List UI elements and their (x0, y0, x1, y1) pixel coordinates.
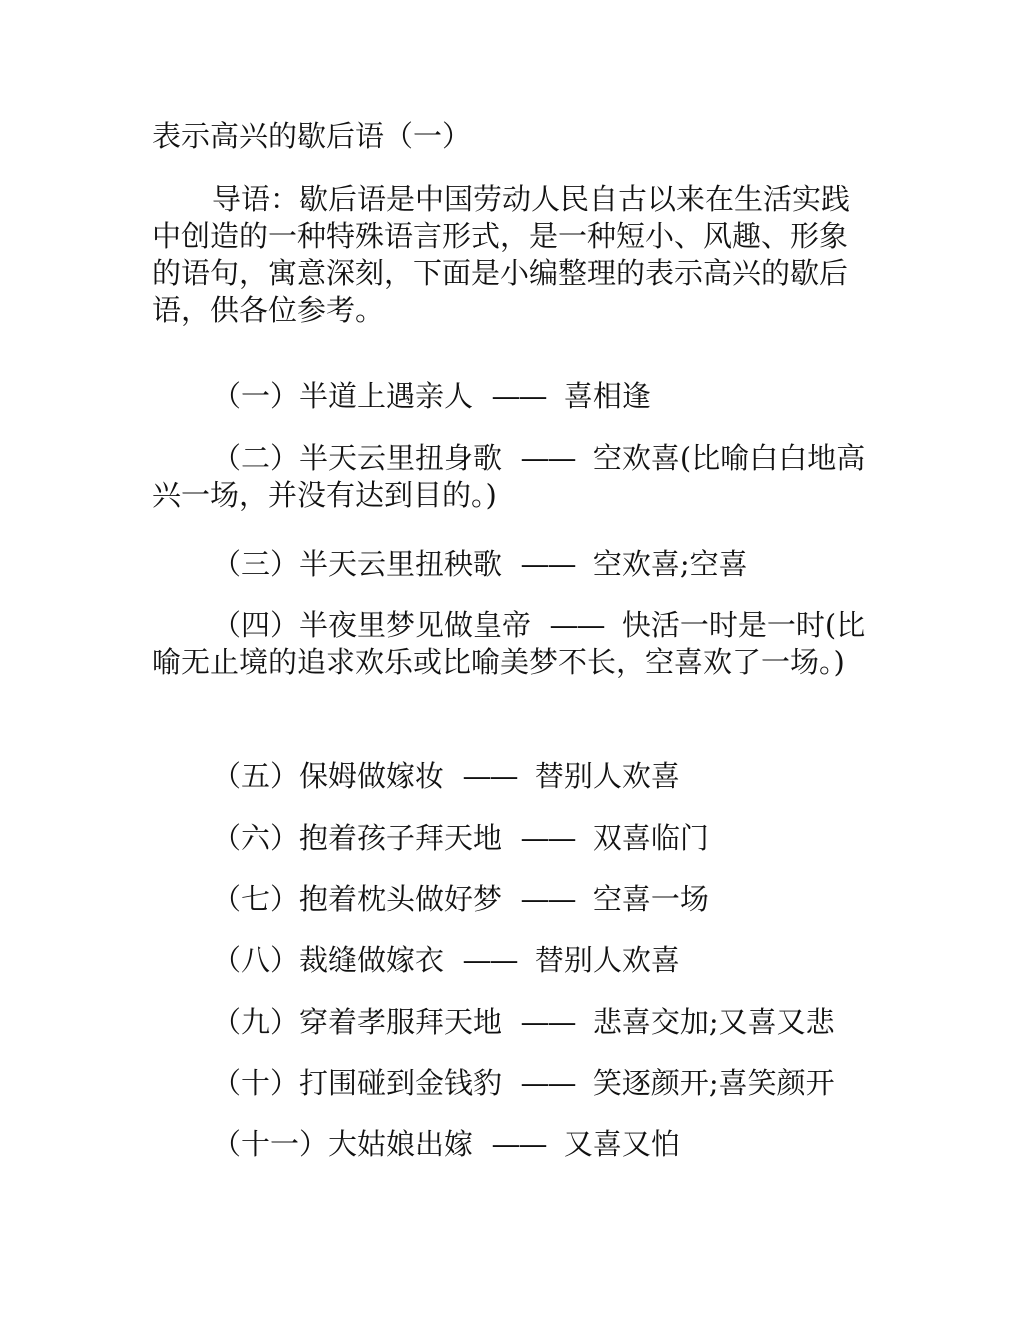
list-item (152, 607, 872, 681)
list-item (152, 1004, 872, 1041)
item-label: （四）半夜里梦见做皇帝 (212, 608, 532, 642)
item-separator: —— (520, 821, 575, 855)
item-label: （七）抱着枕头做好梦 (212, 882, 503, 916)
item-answer: 替别人欢喜 (534, 943, 680, 977)
item-separator: —— (549, 608, 604, 642)
list-item (152, 546, 872, 583)
list-item (152, 440, 872, 514)
item-answer: 空欢喜;空喜 (592, 547, 748, 581)
item-answer: 笑逐颜开;喜笑颜开 (592, 1066, 835, 1100)
item-answer: 双喜临门 (592, 821, 709, 855)
item-answer: 喜相逢 (563, 379, 651, 413)
list-item (152, 378, 872, 415)
item-separator: —— (520, 1005, 575, 1039)
list-item (152, 881, 872, 918)
intro-paragraph: 导语：歇后语是中国劳动人民自古以来在生活实践中创造的一种特殊语言形式，是一种短小、风趣、形象的语句，寓意深刻，下面是小编整理的表示高兴的歇后语，供各位参考。 (152, 182, 851, 327)
item-label: （二）半天云里扭身歌 (212, 441, 503, 475)
item-label: （十）打围碰到金钱豹 (212, 1066, 503, 1100)
list-item (152, 1065, 872, 1102)
list-item (152, 758, 872, 795)
item-separator: —— (462, 759, 517, 793)
item-answer: 空欢喜(比喻白白地高兴一场，并没有达到目的。) (152, 441, 866, 512)
list-item (152, 1126, 872, 1163)
item-separator: —— (520, 882, 575, 916)
list-item (152, 942, 872, 979)
item-answer: 替别人欢喜 (534, 759, 680, 793)
document-title: 表示高兴的歇后语（一） (152, 119, 472, 153)
item-separator: —— (491, 1127, 546, 1161)
item-separator: —— (491, 379, 546, 413)
item-label: （五）保姆做嫁妆 (212, 759, 445, 793)
item-answer: 悲喜交加;又喜又悲 (592, 1005, 835, 1039)
item-separator: —— (520, 547, 575, 581)
item-answer: 快活一时是一时(比喻无止境的追求欢乐或比喻美梦不长，空喜欢了一场。) (152, 608, 866, 679)
item-label: （三）半天云里扭秧歌 (212, 547, 503, 581)
item-separator: —— (520, 1066, 575, 1100)
item-label: （九）穿着孝服拜天地 (212, 1005, 503, 1039)
item-label: （一）半道上遇亲人 (212, 379, 474, 413)
item-separator: —— (462, 943, 517, 977)
item-label: （八）裁缝做嫁衣 (212, 943, 445, 977)
item-label: （六）抱着孩子拜天地 (212, 821, 503, 855)
list-item (152, 820, 872, 857)
item-answer: 又喜又怕 (563, 1127, 680, 1161)
item-label: （十一）大姑娘出嫁 (212, 1127, 474, 1161)
item-separator: —— (520, 441, 575, 475)
item-answer: 空喜一场 (592, 882, 709, 916)
